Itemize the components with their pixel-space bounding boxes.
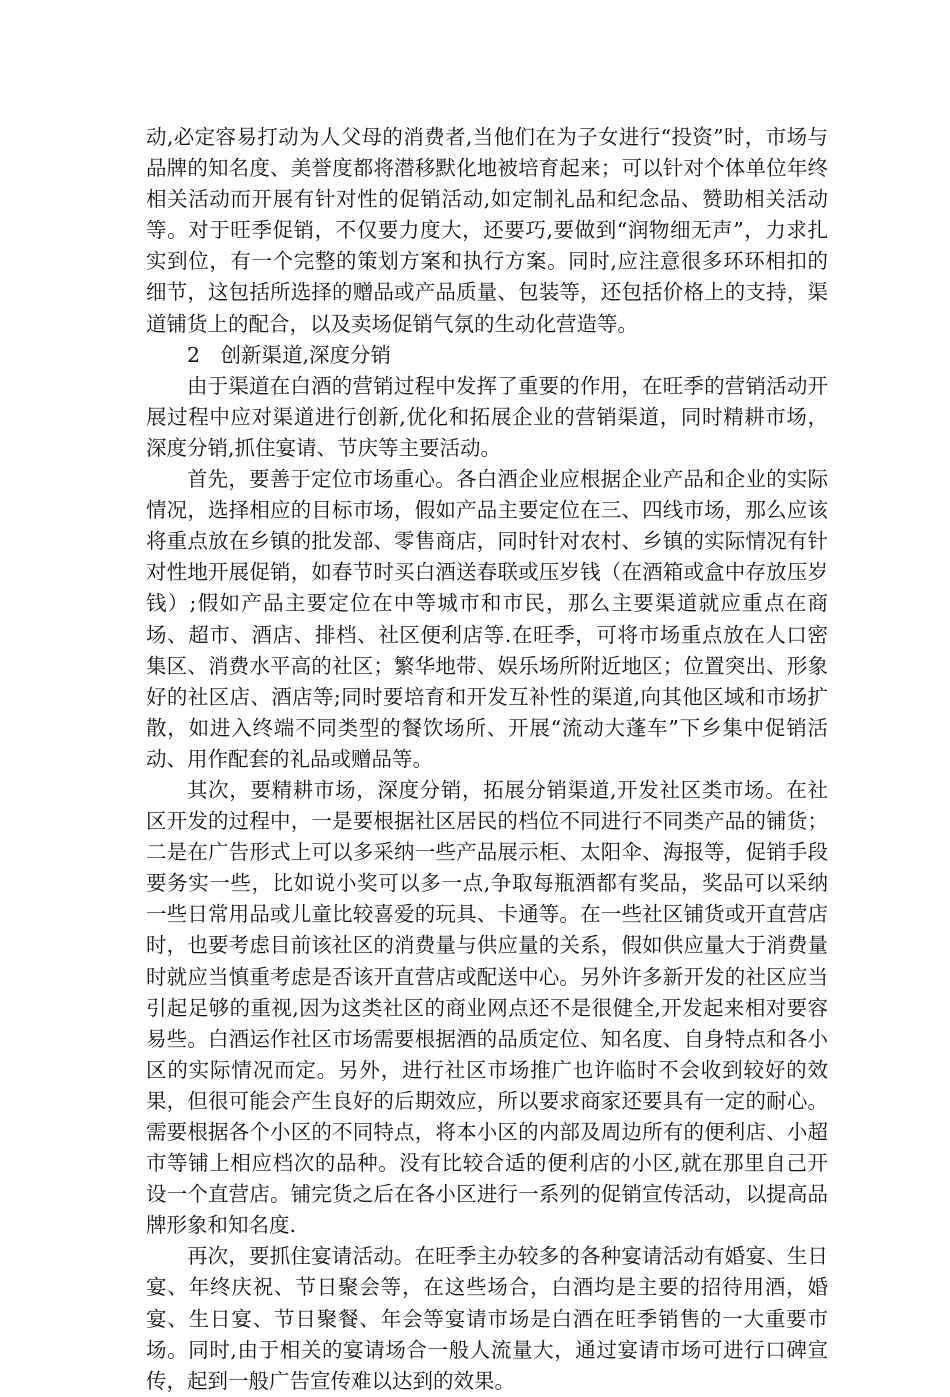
paragraph-continuation: 动,必定容易打动为人父母的消费者,当他们在为子女进行“投资”时，市场与品牌的知名度、美誉度都将潜移默化地被培育起来；可以针对个体单位年终相关活动而开展有针对性的促销活动,如定制礼品和纪念品、赞助相关活动等。对于旺季促销，不仅要力度大，还要巧,要做到“润物细无声”，力求扎实到位，有一个完整的策划方案和执行方案。同时,应注意很多环环相扣的细节，这包括所选择的赠品或产品质量、包装等，还包括价格上的支持，渠道铺货上的配合，以及卖场促销气氛的生动化营造等。	[146, 125, 828, 336]
document-body	[146, 122, 828, 1397]
paragraph-market-focus: 首先，要善于定位市场重心。各白酒企业应根据企业产品和企业的实际情况，选择相应的目标市场，假如产品主要定位在三、四线市场，那么应该将重点放在乡镇的批发部、零售商店，同时针对农村、乡镇的实际情况有针对性地开展促销，如春节时买白酒送春联或压岁钱（在酒箱或盒中存放压岁钱）;假如产品主要定位在中等城市和市民，那么主要渠道就应重点在商场、超市、酒店、排档、社区便利店等.在旺季，可将市场重点放在人口密集区、消费水平高的社区；繁华地带、娱乐场所附近地区；位置突出、形象好的社区店、酒店等;同时要培育和开发互补性的渠道,向其他区域和市场扩散，如进入终端不同类型的餐饮场所、开展“流动大蓬车”下乡集中促销活动、用作配套的礼品或赠品等。	[146, 467, 828, 771]
paragraph-channel-intro: 由于渠道在白酒的营销过程中发挥了重要的作用，在旺季的营销活动开展过程中应对渠道进行创新,优化和拓展企业的营销渠道，同时精耕市场，深度分销,抓住宴请、节庆等主要活动。	[146, 373, 828, 460]
paragraph-banquet: 再次，要抓住宴请活动。在旺季主办较多的各种宴请活动有婚宴、生日宴、年终庆祝、节日聚会等，在这些场合，白酒均是主要的招待用酒，婚宴、生日宴、节日聚餐、年会等宴请市场是白酒在旺季销售的一大重要市场。同时,由于相关的宴请场合一般人流量大，通过宴请市场可进行口碑宣传，起到一般广告宣传难以达到的效果。	[146, 1244, 828, 1393]
section-heading: 2 创新渠道,深度分销	[187, 342, 392, 367]
paragraph-community-market: 其次，要精耕市场，深度分销，拓展分销渠道,开发社区类市场。在社区开发的过程中，一是要根据社区居民的档位不同进行不同类产品的铺货；二是在广告形式上可以多采纳一些产品展示柜、太阳伞、海报等，促销手段要务实一些，比如说小奖可以多一点,争取每瓶酒都有奖品，奖品可以采纳一些日常用品或儿童比较喜爱的玩具、卡通等。在一些社区铺货或开直营店时，也要考虑目前该社区的消费量与供应量的关系，假如供应量大于消费量时就应当慎重考虑是否该开直营店或配送中心。另外许多新开发的社区应当引起足够的重视,因为这类社区的商业网点还不是很健全,开发起来相对要容易些。白酒运作社区市场需要根据酒的品质定位、知名度、自身特点和各小区的实际情况而定。另外，进行社区市场推广也许临时不会收到较好的效果，但很可能会产生良好的后期效应，所以要求商家还要具有一定的耐心。需要根据各个小区的不同特点，将本小区的内部及周边所有的便利店、小超市等铺上相应档次的品种。没有比较合适的便利店的小区,就在那里自己开设一个直营店。铺完货之后在各小区进行一系列的促销宣传活动，以提高品牌形象和知名度.	[146, 777, 828, 1238]
